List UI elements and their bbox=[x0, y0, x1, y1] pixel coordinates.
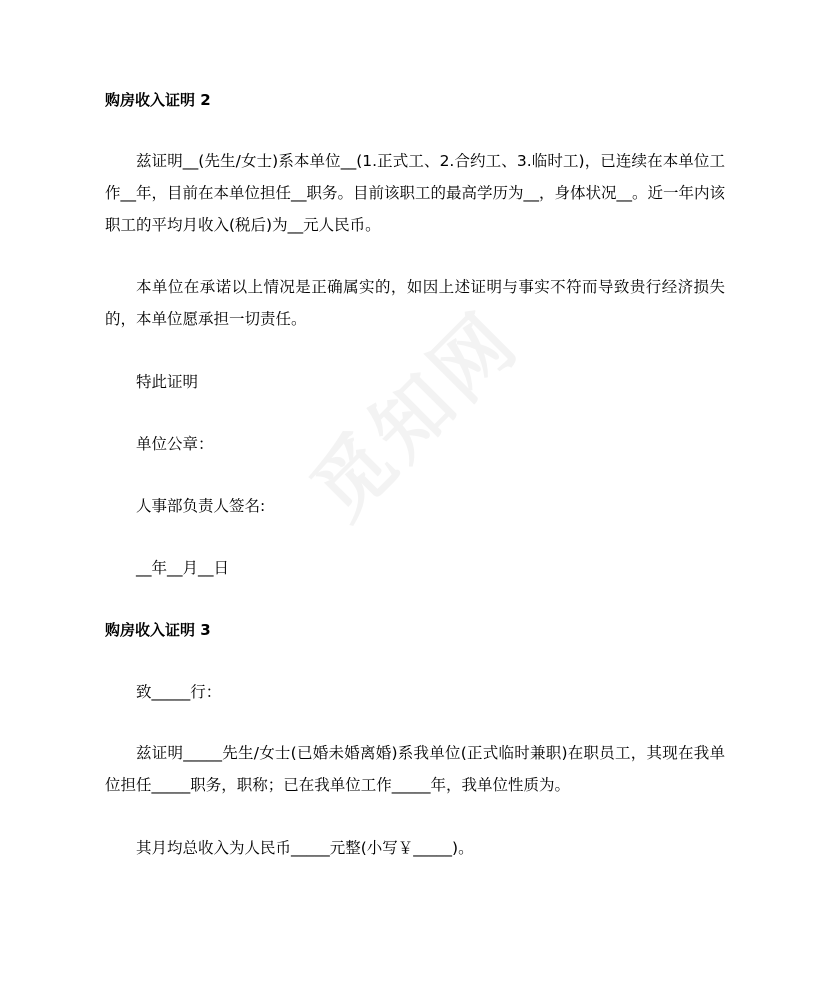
section-2-paragraph-2: 本单位在承诺以上情况是正确属实的，如因上述证明与事实不符而导致贵行经济损失的，本单位愿承担一切责任。 bbox=[105, 278, 725, 328]
section-3-paragraph-1: 兹证明_____先生/女士(已婚未婚离婚)系我单位(正式临时兼职)在职员工，其现在我单位担任_____职务，职称；已在我单位工作_____年，我单位性质为。 bbox=[105, 744, 725, 794]
section-2-paragraph-1: 兹证明__(先生/女士)系本单位__(1.正式工、2.合约工、3.临时工)，已连续在本单位工作__年，目前在本单位担任__职务。目前该职工的最高学历为__，身体状况__。近一年内该职工的平均月收入(税后)为__元人民币。 bbox=[105, 152, 726, 234]
hr-signature-label: 人事部负责人签名: bbox=[136, 497, 266, 515]
date-line: __年__月__日 bbox=[136, 559, 230, 577]
section-3-paragraph-2: 其月均总收入为人民币_____元整(小写￥_____)。 bbox=[136, 839, 474, 857]
company-seal-label: 单位公章： bbox=[136, 435, 214, 453]
closing-text: 特此证明 bbox=[136, 373, 199, 391]
addressee-line: 致_____行： bbox=[136, 683, 222, 701]
section-2-title: 购房收入证明 2 bbox=[105, 91, 211, 109]
section-3-title: 购房收入证明 3 bbox=[105, 621, 211, 639]
